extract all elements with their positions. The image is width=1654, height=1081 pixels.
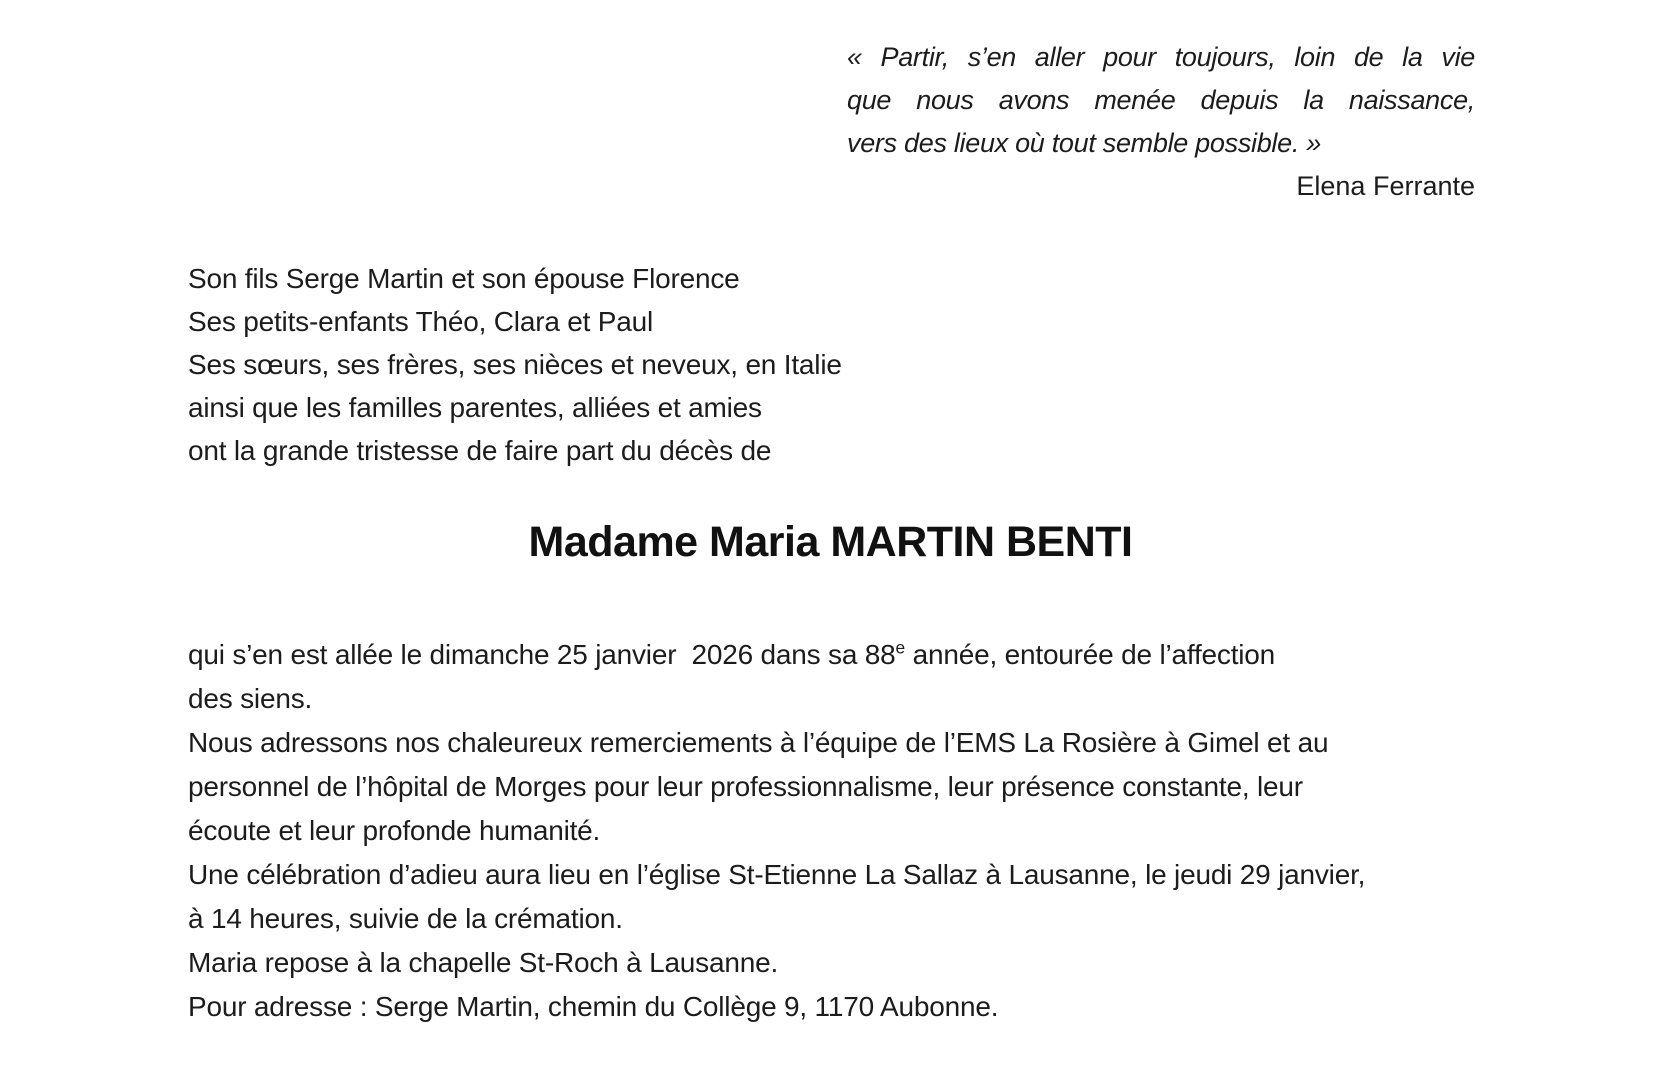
deceased-name-heading: Madame Maria MARTIN BENTI <box>528 518 1133 566</box>
death-date-text-end: année, entourée de l’affection <box>905 639 1276 670</box>
body-line: écoute et leur profonde humanité. <box>188 815 601 846</box>
quote-line: « Partir, s’en aller pour toujours, loin de la vie <box>847 42 1475 72</box>
family-announcement <box>188 257 1478 472</box>
quote-block <box>847 36 1475 208</box>
family-line: Son fils Serge Martin et son épouse Florence <box>188 263 740 294</box>
family-line: Ses petits-enfants Théo, Clara et Paul <box>188 306 654 337</box>
ordinal-superscript: e <box>895 637 906 658</box>
family-line: Ses sœurs, ses frères, ses nièces et neveux, en Italie <box>188 349 842 380</box>
body-line: personnel de l’hôpital de Morges pour leur professionnalisme, leur présence constante, leur <box>188 771 1303 802</box>
family-line: ont la grande tristesse de faire part du décès de <box>188 435 772 466</box>
body-line: Pour adresse : Serge Martin, chemin du Collège 9, 1170 Aubonne. <box>188 991 999 1022</box>
body-line: Une célébration d’adieu aura lieu en l’église St-Etienne La Sallaz à Lausanne, le jeudi 29 janvier, <box>188 859 1366 890</box>
body-line: Nous adressons nos chaleureux remerciements à l’équipe de l’EMS La Rosière à Gimel et au <box>188 727 1329 758</box>
body-line: à 14 heures, suivie de la crémation. <box>188 903 623 934</box>
body-line: Maria repose à la chapelle St-Roch à Lausanne. <box>188 947 779 978</box>
family-line: ainsi que les familles parentes, alliées et amies <box>188 392 762 423</box>
quote-attribution: Elena Ferrante <box>1296 171 1475 201</box>
quote-line: que nous avons menée depuis la naissance, <box>847 85 1475 115</box>
quote-line: vers des lieux où tout semble possible. » <box>847 128 1321 158</box>
body-line: des siens. <box>188 683 313 714</box>
death-date-line <box>188 633 1478 677</box>
notice-body <box>188 633 1478 1029</box>
death-date-text: qui s’en est allée le dimanche 25 janvier 2026 dans sa 88 <box>188 639 896 670</box>
